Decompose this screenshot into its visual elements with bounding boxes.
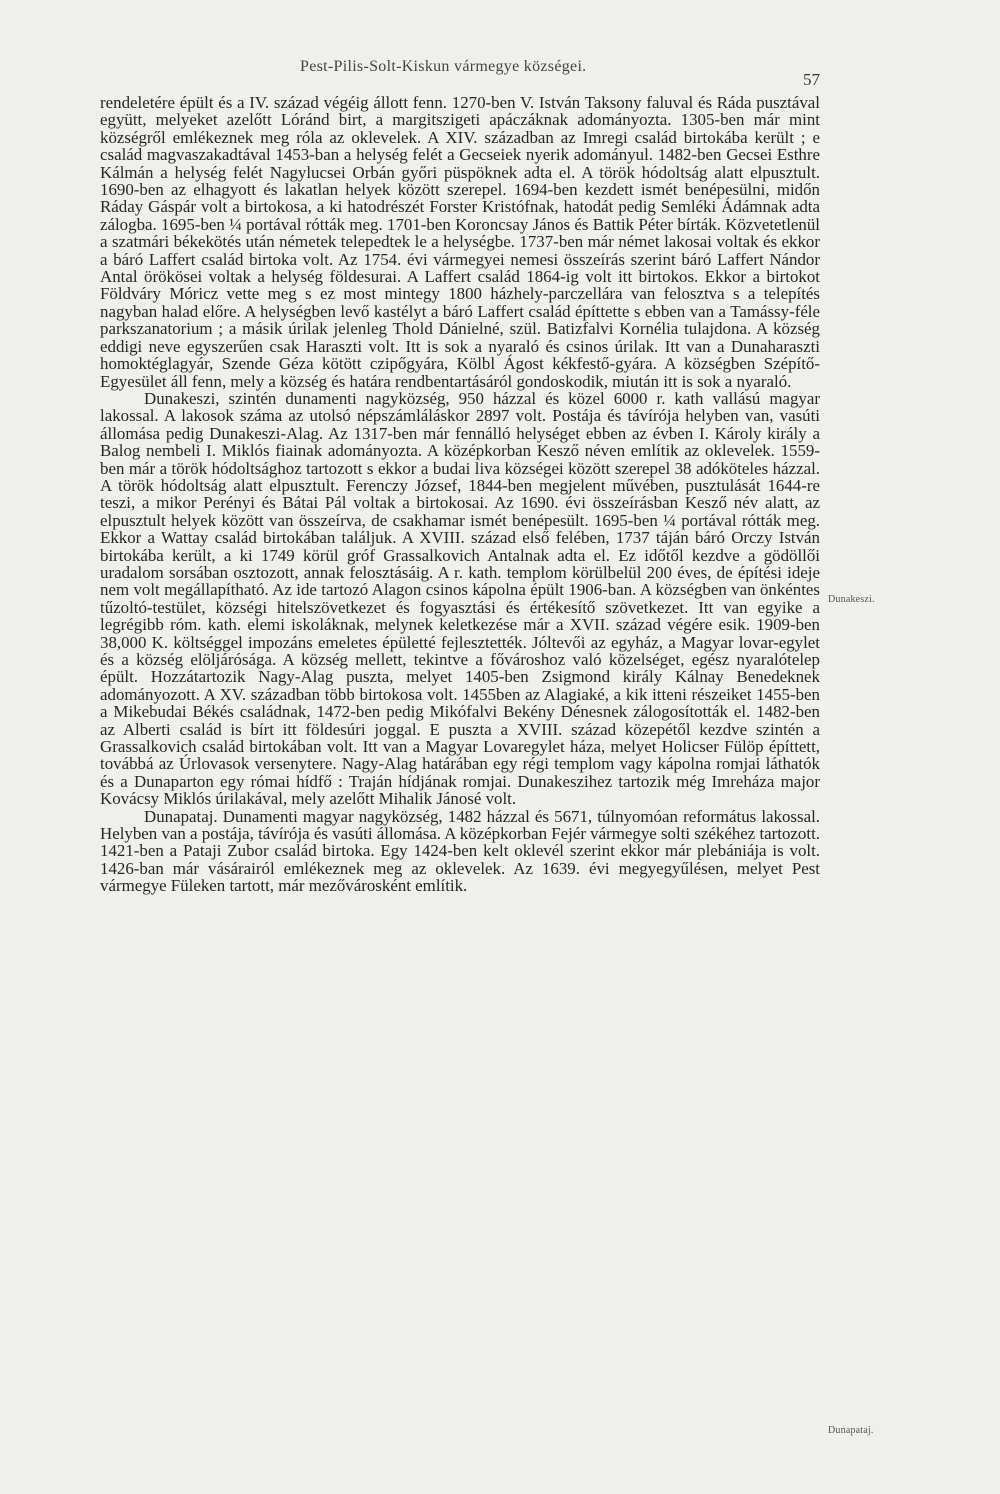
paragraph-dunakeszi: Dunakeszi, szintén dunamenti nagyközség, 950 házzal és közel 6000 r. kath vallású magyar lakossal. A lakosok száma az utolsó népszámláláskor 2897 volt. Postája és távírója helyben van, vasúti állomása pedig Dunakeszi-Alag. Az 1317-ben már fennálló helységet ebben az évben I. Károly király a Balog nembeli I. Miklós fiainak adományozta. A középkorban Kesző néven említik az oklevelek. 1559-ben már a török hódoltsághoz tartozott s ekkor a budai liva községei között szerepel 38 adóköteles házzal. A török hódoltság alatt elpusztult. Ferenczy József, 1844-ben megjelent művében, pusztulását 1644-re teszi, a mikor Perényi és Bátai Pál voltak a birtokosai. Az 1690. évi összeírásban Kesző név alatt, az elpusztult helyek között van összeírva, de csakhamar ismét benépesült. 1695-ben ¼ portával rótták meg. Ekkor a Wattay család birtokában találjuk. A XVIII. század első felében, 1737 táján báró Orczy István birtokába került, a ki 1749 körül gróf Grassalkovich Antalnak adta el. Ez időtől kezdve a gödöllői uradalom sorsában osztozott, annak felosztásáig. A r. kath. templom körülbelül 200 éves, de építési ideje nem volt megállapítható. Az ide tartozó Alagon csinos kápolna épült 1906-ban. A községben van önkéntes tűzoltó-testület, községi hitelszövetkezet és fogyasztási és értékesítő szövetkezet. Itt van egyike a legrégibb róm. kath. elemi iskoláknak, melynek keletkezése már a XVII. század végére esik. 1909-ben 38,000 K. költséggel impozáns emeletes épületté fejlesztették. Jóltevői az egyház, a Magyar lovar-egylet és a község elöljárósága. A község mellett, tekintve a fővároshoz való közelséget, egész nyaralótelep épült. Hozzátartozik Nagy-Alag puszta, melyet 1405-ben Zsigmond király Kálnay Benedeknek adományozott. A XV. században több birtokosa volt. 1455ben az Alagiaké, a kik itteni részeiket 1455-ben a Mikebudai Békés családnak, 1472-ben pedig Mikófalvi Bekény Dénesnek zálogosították el. 1482-ben az Alberti család is bírt itt földesúri joggal. E puszta a XVIII. század közepétől kezdve szintén a Grassalkovich család birtokában volt. Itt van a Magyar Lovaregylet háza, melyet Holicser Fülöp építtett, továbbá az Úrlovasok versenytere. Nagy-Alag határában egy régi templom vagy kápolna romjai láthatók és a Dunaparton egy római hídfő : Traján hídjának romjai. Dunakeszihez tartozik még Imreháza major Kovácsy Miklós úrilakával, mely azelőtt Mihalik Jánosé volt. [100,388,820,809]
margin-note-dunapataj: Dunapataj. [828,1425,874,1436]
paragraph-dunapataj: Dunapataj. Dunamenti magyar nagyközség, 1482 házzal és 5671, túlnyomóan református lakossal. Helyben van a postája, távírója és vasúti állomása. A középkorban Fejér vármegye solti székéhez tartozott. 1421-ben a Pataji Zubor család birtoka. Egy 1424-ben kelt oklevél szerint ekkor már plebániája is volt. 1426-ban már vásárairól emlékeznek meg az oklevelek. Az 1639. évi megyegyűlésen, melyet Pest vármegye Füleken tartott, már mezővárosként említik. [100,806,820,896]
margin-note-dunakeszi: Dunakeszi. [828,594,875,605]
page-number: 57 [803,70,820,89]
running-header [300,58,820,88]
body-text [100,94,820,895]
paragraph-dunaharaszti-continued: rendeletére épült és a IV. század végéig állott fenn. 1270-ben V. István Taksony faluval és Ráda pusztával együtt, melyeket azelőtt Lóránd birt, a margitszigeti apáczáknak adományozta. 1305-ben már mint községről emlékeznek meg róla az oklevelek. A XIV. században az Imregi család birtokába került ; e család magvaszakadtával 1453-ban a helység felét a Gecseiek nyerik adományul. 1482-ben Gecsei Esthre Kálmán a helység felét Nagylucsei Orbán győri püspöknek adta el. A török hódoltság alatt elpusztult. 1690-ben az elhagyott és lakatlan helyek között szerepel. 1694-ben kezdett ismét benépesülni, midőn Ráday Gáspár volt a birtokosa, a ki hatodrészét Forster Kristófnak, hatodát pedig Semléki Ádámnak adta zálogba. 1695-ben ¼ portával rótták meg. 1701-ben Koroncsay János és Battik Péter bírták. Közvetetlenül a szatmári békekötés után németek telepedtek le a helységbe. 1737-ben már német lakosai voltak és ekkor a báró Laffert család birtoka volt. Az 1754. évi vármegyei nemesi összeírás szerint báró Laffert Nándor Antal örökösei voltak a helység földesurai. A Laffert család 1864-ig volt itt birtokos. Ekkor a birtokot Földváry Móricz vette meg s ez most mintegy 1800 házhely-parczellára van felosztva s a telepítés nagyban halad előre. A helységben levő kastélyt a báró Laffert család építtette s ebben van a Tamássy-féle parkszanatorium ; a másik úrilak jelenleg Thold Dánielné, szül. Batizfalvi Kornélia tulajdona. A község eddigi neve egyszerűen csak Haraszti volt. Itt is sok a nyaraló és csinos úrilak. Itt van a Dunaharaszti homoktéglagyár, Szende Géza kötött czipőgyára, Kölbl Ágost kékfestő-gyára. A községben Szépítő-Egyesület áll fenn, mely a község és határa rendbentartásáról gondoskodik, miután itt is sok a nyaraló. [100,93,820,391]
running-head-title: Pest-Pilis-Solt-Kiskun vármegye községei. [300,58,587,75]
